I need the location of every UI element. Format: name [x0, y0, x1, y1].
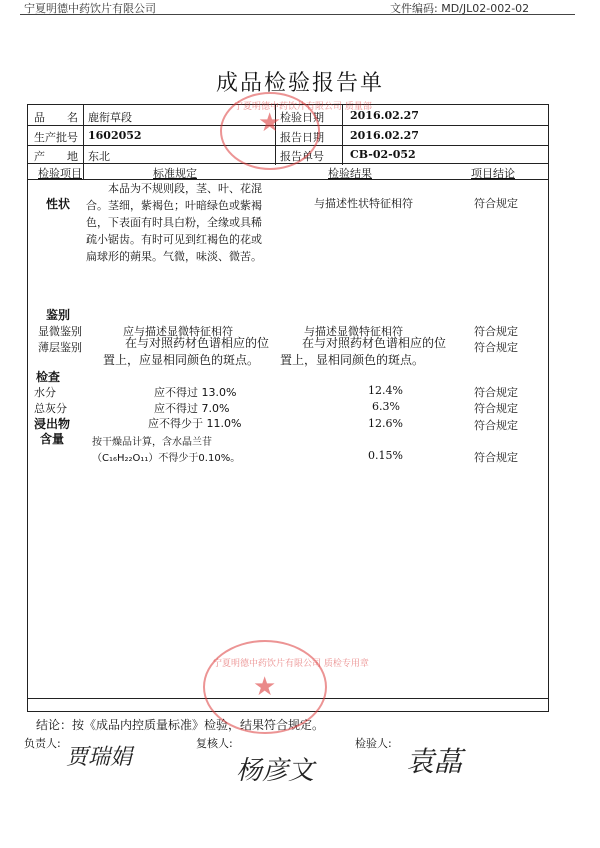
batch-label: 生产批号: [34, 131, 78, 144]
divider: [342, 105, 343, 165]
report-date-value: 2016.02.27: [350, 129, 419, 142]
origin-label: 产 地: [34, 150, 78, 163]
character-conclusion: 符合规定: [474, 197, 518, 210]
extract-conclusion: 符合规定: [474, 419, 518, 432]
content-standard-line1: 按干燥品计算，含水晶兰苷: [92, 437, 212, 448]
ash-result: 6.3%: [372, 400, 400, 413]
inspect-date-value: 2016.02.27: [350, 109, 419, 122]
report-no-value: CB-02-052: [350, 148, 416, 161]
tlc-result: 在与对照药材色谱相应的位置上，显相同颜色的斑点。: [280, 336, 447, 367]
col-result: 检验结果: [328, 167, 372, 180]
micro-label: 显微鉴别: [38, 325, 82, 338]
conclusion-text: 结论：按《成品内控质量标准》检验，结果符合规定。: [36, 718, 325, 732]
extract-label: 浸出物: [34, 417, 71, 431]
check-label: 检查: [36, 370, 61, 384]
qc-stamp: [203, 640, 369, 734]
star-icon: ★: [253, 672, 277, 702]
quality-stamp: [220, 92, 372, 170]
water-label: 水分: [34, 386, 56, 399]
inspector-label: 检验人:: [355, 737, 392, 750]
product-label: 品 名: [34, 111, 78, 124]
character-result: 与描述性状特征相符: [314, 197, 413, 210]
micro-result: 与描述显微特征相符: [304, 325, 403, 338]
batch-value: 1602052: [88, 129, 142, 142]
report-table: [27, 104, 549, 712]
page-title: 成品检验报告单: [215, 71, 384, 96]
star-icon: ★: [258, 108, 282, 138]
extract-standard: 应不得少于 11.0%: [148, 417, 242, 430]
tlc-standard: 在与对照药材色谱相应的位置上，应显相同颜色的斑点。: [103, 336, 270, 367]
character-label: 性状: [46, 197, 71, 211]
ash-standard: 应不得过 7.0%: [154, 402, 230, 415]
content-label: 含量: [40, 432, 65, 446]
reviewer-signature: 杨彦文: [236, 756, 315, 786]
ash-label: 总灰分: [34, 402, 67, 415]
report-no-label: 报告单号: [280, 150, 324, 163]
reviewer-label: 复核人:: [196, 737, 233, 750]
content-result: 0.15%: [368, 449, 403, 462]
water-conclusion: 符合规定: [474, 386, 518, 399]
col-conclusion: 项目结论: [471, 167, 515, 180]
water-result: 12.4%: [368, 384, 403, 397]
ash-conclusion: 符合规定: [474, 402, 518, 415]
quality-stamp-text: 宁夏明德中药饮片有限公司 质量部: [234, 102, 372, 112]
tlc-label: 薄层鉴别: [38, 341, 82, 354]
micro-conclusion: 符合规定: [474, 325, 518, 338]
content-standard-line2: （C₁₆H₂₂O₁₁）不得少于0.10%。: [92, 453, 241, 464]
divider: [83, 105, 84, 179]
micro-standard: 应与描述显微特征相符: [123, 325, 233, 338]
inspector-signature: 袁蕌: [406, 745, 463, 778]
company-header: 宁夏明德中药饮片有限公司: [24, 2, 156, 15]
responsible-label: 负责人:: [24, 737, 61, 750]
qc-stamp-text: 宁夏明德中药饮片有限公司 质检专用章: [213, 659, 369, 669]
inspect-date-label: 检验日期: [280, 111, 324, 124]
water-standard: 应不得过 13.0%: [154, 386, 237, 399]
product-value: 鹿衔草段: [88, 111, 132, 124]
character-standard: 本品为不规则段，茎、叶、花混合。茎细，紫褐色；叶暗绿色或紫褐色，下表面有时具白粉，全缘或具稀疏小锯齿。有时可见到红褐色的花或扁球形的蒴果。气微，味淡、微苦。: [86, 182, 262, 263]
document-number: 文件编码: MD/JL02-002-02: [390, 2, 530, 15]
identify-label: 鉴别: [46, 308, 71, 322]
report-date-label: 报告日期: [280, 131, 324, 144]
origin-value: 东北: [88, 150, 110, 163]
header-divider: [20, 14, 575, 15]
responsible-signature: 贾瑞娟: [66, 745, 133, 770]
content-conclusion: 符合规定: [474, 451, 518, 464]
tlc-conclusion: 符合规定: [474, 341, 518, 354]
extract-result: 12.6%: [368, 417, 403, 430]
col-item: 检验项目: [38, 167, 82, 180]
col-standard: 标准规定: [153, 167, 197, 180]
